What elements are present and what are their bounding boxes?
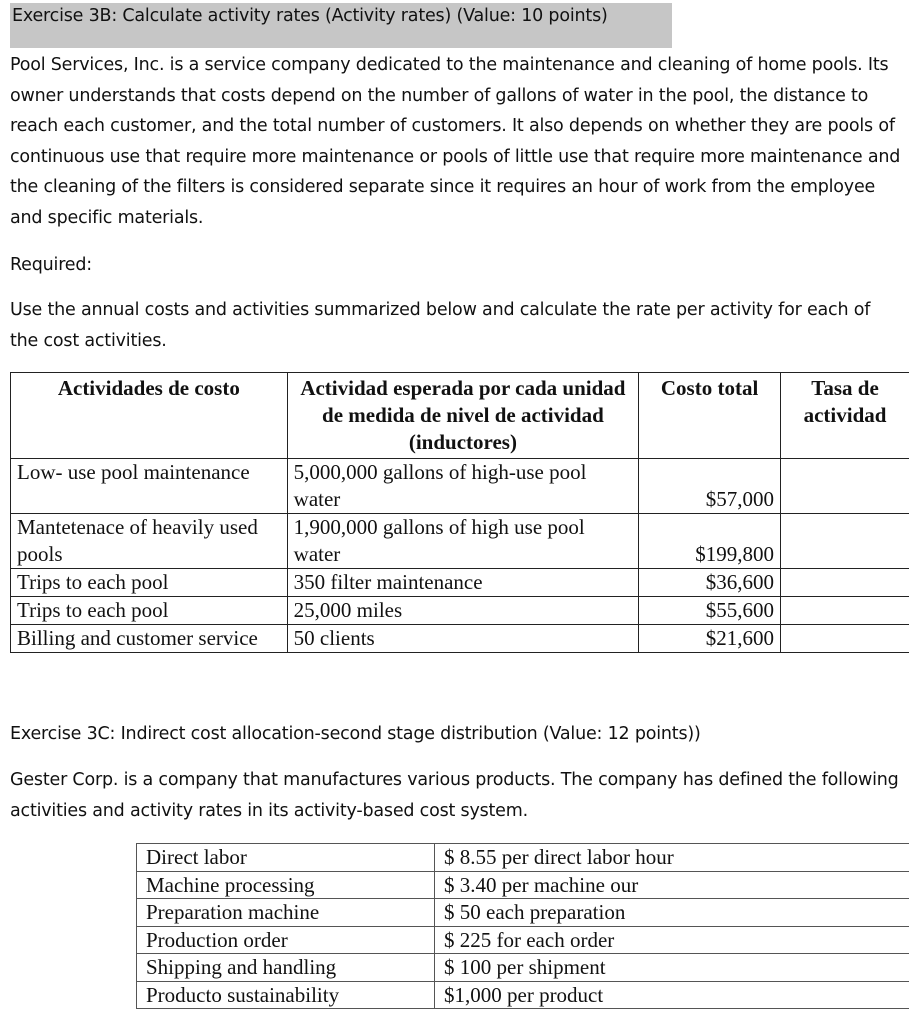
activity-cell: Direct labor: [137, 844, 435, 872]
rate-cell[interactable]: [781, 569, 909, 597]
table-row: [137, 954, 909, 982]
table-row: [137, 981, 909, 1009]
header-activity-rate: Tasa de actividad: [781, 373, 909, 459]
driver-cell: 1,900,000 gallons of high use pool water: [287, 514, 639, 569]
activity-cell: Mantetenace of heavily used pools: [11, 514, 288, 569]
header-expected-activity: Actividad esperada por cada unidad de medida de nivel de actividad (inductores): [287, 373, 639, 459]
exercise-3b-intro: Pool Services, Inc. is a service company dedicated to the maintenance and cleaning of home pools. Its owner understands that costs depend on the number of gallons of water in the pool, the distance to reach each customer, and the total number of customers. It also depends on whether they are pools of continuous use that require more maintenance or pools of little use that require more maintenance and the cleaning of the filters is considered separate since it requires an hour of work from the employee and specific materials.: [10, 55, 901, 228]
table-row: [137, 871, 909, 899]
rate-cell: $ 3.40 per machine our: [435, 871, 909, 899]
activity-cell: Production order: [137, 926, 435, 954]
cost-cell: $57,000: [639, 459, 781, 514]
rate-cell: $ 225 for each order: [435, 926, 909, 954]
header-cost-activities: Actividades de costo: [11, 373, 288, 459]
header-total-cost: Costo total: [639, 373, 781, 459]
rate-cell[interactable]: [781, 514, 909, 569]
activity-rates-table: [10, 372, 909, 653]
activity-cell: Trips to each pool: [11, 569, 288, 597]
exercise-3c-intro: Gester Corp. is a company that manufactures various products. The company has defined the following activities and activity rates in its activity-based cost system.: [10, 770, 899, 821]
exercise-3b-title: Exercise 3B: Calculate activity rates (Activity rates) (Value: 10 points): [12, 6, 608, 26]
cost-cell: $36,600: [639, 569, 781, 597]
driver-cell: 50 clients: [287, 625, 639, 653]
table-row: [11, 459, 909, 514]
table-row: [11, 597, 909, 625]
rate-cell: $1,000 per product: [435, 981, 909, 1009]
table-row: [11, 625, 909, 653]
activity-rates-list-table: [136, 843, 909, 1009]
activity-cell: Machine processing: [137, 871, 435, 899]
exercise-3b-instruction: Use the annual costs and activities summarized below and calculate the rate per activity for each of the cost activities.: [10, 300, 871, 351]
activity-cell: Low- use pool maintenance: [11, 459, 288, 514]
driver-cell: 350 filter maintenance: [287, 569, 639, 597]
driver-cell: 25,000 miles: [287, 597, 639, 625]
cost-cell: $55,600: [639, 597, 781, 625]
rate-cell[interactable]: [781, 625, 909, 653]
exercise-3b-title-bar: [10, 3, 672, 48]
table-header-row: [11, 373, 909, 459]
driver-cell: 5,000,000 gallons of high-use pool water: [287, 459, 639, 514]
table-row: [11, 569, 909, 597]
rate-cell: $ 8.55 per direct labor hour: [435, 844, 909, 872]
table-row: [137, 844, 909, 872]
table-row: [137, 899, 909, 927]
required-label: Required:: [10, 255, 92, 275]
cost-cell: $199,800: [639, 514, 781, 569]
table-row: [137, 926, 909, 954]
table-row: [11, 514, 909, 569]
rate-cell: $ 100 per shipment: [435, 954, 909, 982]
activity-cell: Shipping and handling: [137, 954, 435, 982]
activity-cell: Preparation machine: [137, 899, 435, 927]
activity-cell: Producto sustainability: [137, 981, 435, 1009]
rate-cell[interactable]: [781, 459, 909, 514]
rate-cell: $ 50 each preparation: [435, 899, 909, 927]
activity-cell: Billing and customer service: [11, 625, 288, 653]
rate-cell[interactable]: [781, 597, 909, 625]
cost-cell: $21,600: [639, 625, 781, 653]
exercise-3c-title: Exercise 3C: Indirect cost allocation-second stage distribution (Value: 12 points)): [10, 724, 701, 744]
activity-cell: Trips to each pool: [11, 597, 288, 625]
